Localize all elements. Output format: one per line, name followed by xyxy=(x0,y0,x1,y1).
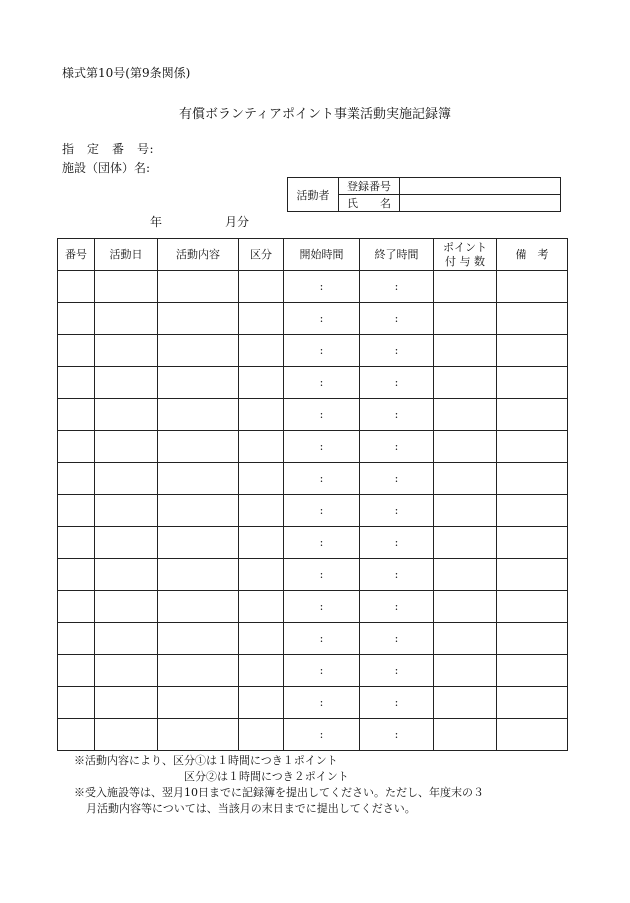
cell-category[interactable] xyxy=(239,303,284,335)
col-header-remarks: 備 考 xyxy=(497,239,568,271)
name-label: 氏 名 xyxy=(339,195,400,212)
cell-number[interactable] xyxy=(58,335,95,367)
cell-points[interactable] xyxy=(434,591,497,623)
cell-end-time[interactable] xyxy=(360,655,434,687)
note-category-points: ※活動内容により、区分①は１時間につき１ポイント xyxy=(74,754,338,767)
cell-category[interactable] xyxy=(239,559,284,591)
table-row xyxy=(58,367,568,399)
cell-remarks[interactable] xyxy=(497,495,568,527)
cell-category[interactable] xyxy=(239,335,284,367)
cell-start-time[interactable] xyxy=(284,271,360,303)
cell-start-time[interactable] xyxy=(284,687,360,719)
cell-points[interactable] xyxy=(434,399,497,431)
time-separator: : xyxy=(319,536,324,549)
cell-points[interactable] xyxy=(434,463,497,495)
cell-start-time[interactable] xyxy=(284,431,360,463)
table-row xyxy=(58,623,568,655)
cell-remarks[interactable] xyxy=(497,559,568,591)
cell-remarks[interactable] xyxy=(497,399,568,431)
activist-info-table xyxy=(287,177,561,212)
cell-activity-date[interactable] xyxy=(95,335,158,367)
time-separator: : xyxy=(394,376,399,389)
cell-category[interactable] xyxy=(239,399,284,431)
time-separator: : xyxy=(319,504,324,517)
cell-category[interactable] xyxy=(239,719,284,751)
cell-start-time[interactable] xyxy=(284,719,360,751)
cell-start-time[interactable] xyxy=(284,335,360,367)
col-header-activity-date: 活動日 xyxy=(95,239,158,271)
cell-start-time[interactable] xyxy=(284,527,360,559)
col-header-number: 番号 xyxy=(58,239,95,271)
cell-start-time[interactable] xyxy=(284,559,360,591)
cell-start-time[interactable] xyxy=(284,463,360,495)
cell-start-time[interactable] xyxy=(284,495,360,527)
cell-remarks[interactable] xyxy=(497,431,568,463)
cell-activity-content[interactable] xyxy=(158,559,239,591)
cell-activity-content[interactable] xyxy=(158,303,239,335)
cell-activity-content[interactable] xyxy=(158,687,239,719)
cell-remarks[interactable] xyxy=(497,591,568,623)
cell-activity-content[interactable] xyxy=(158,335,239,367)
cell-remarks[interactable] xyxy=(497,527,568,559)
activity-log-table xyxy=(57,238,568,751)
cell-end-time[interactable] xyxy=(360,495,434,527)
cell-activity-content[interactable] xyxy=(158,623,239,655)
time-separator: : xyxy=(394,504,399,517)
time-separator: : xyxy=(319,568,324,581)
cell-points[interactable] xyxy=(434,719,497,751)
col-header-category: 区分 xyxy=(239,239,284,271)
cell-number[interactable] xyxy=(58,623,95,655)
cell-points[interactable] xyxy=(434,335,497,367)
table-row xyxy=(58,303,568,335)
col-header-start-time: 開始時間 xyxy=(284,239,360,271)
cell-activity-date[interactable] xyxy=(95,655,158,687)
cell-category[interactable] xyxy=(239,623,284,655)
cell-points[interactable] xyxy=(434,303,497,335)
table-row xyxy=(58,463,568,495)
time-separator: : xyxy=(319,344,324,357)
table-row xyxy=(58,335,568,367)
cell-activity-content[interactable] xyxy=(158,271,239,303)
cell-remarks[interactable] xyxy=(497,719,568,751)
cell-activity-content[interactable] xyxy=(158,367,239,399)
cell-activity-content[interactable] xyxy=(158,527,239,559)
registration-number-field[interactable] xyxy=(400,178,561,195)
points-header-line1: ポイント xyxy=(443,240,487,254)
cell-start-time[interactable] xyxy=(284,655,360,687)
note-category-points-2: 区分②は１時間につき２ポイント xyxy=(184,770,349,783)
cell-activity-date[interactable] xyxy=(95,687,158,719)
cell-activity-content[interactable] xyxy=(158,719,239,751)
cell-number[interactable] xyxy=(58,527,95,559)
time-separator: : xyxy=(319,280,324,293)
col-header-end-time: 終了時間 xyxy=(360,239,434,271)
time-separator: : xyxy=(319,376,324,389)
cell-end-time[interactable] xyxy=(360,527,434,559)
cell-start-time[interactable] xyxy=(284,591,360,623)
time-separator: : xyxy=(394,536,399,549)
time-separator: : xyxy=(319,408,324,421)
time-separator: : xyxy=(394,664,399,677)
cell-end-time[interactable] xyxy=(360,623,434,655)
cell-category[interactable] xyxy=(239,687,284,719)
cell-end-time[interactable] xyxy=(360,303,434,335)
table-row xyxy=(58,495,568,527)
form-number: 様式第10号(第9条関係) xyxy=(62,66,191,80)
cell-activity-date[interactable] xyxy=(95,527,158,559)
cell-points[interactable] xyxy=(434,559,497,591)
cell-remarks[interactable] xyxy=(497,335,568,367)
cell-activity-date[interactable] xyxy=(95,719,158,751)
time-separator: : xyxy=(319,440,324,453)
cell-end-time[interactable] xyxy=(360,271,434,303)
cell-activity-date[interactable] xyxy=(95,623,158,655)
designation-number-label: 指 定 番 号: xyxy=(62,142,155,156)
cell-end-time[interactable] xyxy=(360,591,434,623)
cell-category[interactable] xyxy=(239,463,284,495)
page-title: 有償ボランティアポイント事業活動実施記録簿 xyxy=(179,107,451,122)
cell-category[interactable] xyxy=(239,527,284,559)
col-header-points xyxy=(434,239,497,271)
cell-end-time[interactable] xyxy=(360,399,434,431)
cell-start-time[interactable] xyxy=(284,623,360,655)
cell-number[interactable] xyxy=(58,303,95,335)
table-row xyxy=(58,431,568,463)
cell-activity-date[interactable] xyxy=(95,303,158,335)
name-field[interactable] xyxy=(400,195,561,212)
note-submission-deadline: ※受入施設等は、翌月10日までに記録簿を提出してください。ただし、年度末の３ xyxy=(74,786,484,799)
registration-number-label: 登録番号 xyxy=(339,178,400,195)
time-separator: : xyxy=(394,728,399,741)
time-separator: : xyxy=(394,408,399,421)
cell-remarks[interactable] xyxy=(497,687,568,719)
cell-points[interactable] xyxy=(434,431,497,463)
cell-end-time[interactable] xyxy=(360,463,434,495)
cell-activity-date[interactable] xyxy=(95,271,158,303)
log-header-row xyxy=(58,239,568,271)
cell-remarks[interactable] xyxy=(497,655,568,687)
col-header-activity-content: 活動内容 xyxy=(158,239,239,271)
activist-role-label: 活動者 xyxy=(288,178,339,212)
time-separator: : xyxy=(319,664,324,677)
cell-activity-date[interactable] xyxy=(95,399,158,431)
time-separator: : xyxy=(319,632,324,645)
time-separator: : xyxy=(319,696,324,709)
cell-category[interactable] xyxy=(239,591,284,623)
cell-category[interactable] xyxy=(239,271,284,303)
time-separator: : xyxy=(394,632,399,645)
table-row xyxy=(58,559,568,591)
cell-remarks[interactable] xyxy=(497,463,568,495)
cell-remarks[interactable] xyxy=(497,303,568,335)
cell-activity-date[interactable] xyxy=(95,559,158,591)
time-separator: : xyxy=(394,600,399,613)
cell-number[interactable] xyxy=(58,655,95,687)
cell-number[interactable] xyxy=(58,399,95,431)
time-separator: : xyxy=(394,568,399,581)
cell-number[interactable] xyxy=(58,271,95,303)
time-separator: : xyxy=(319,312,324,325)
cell-end-time[interactable] xyxy=(360,559,434,591)
cell-number[interactable] xyxy=(58,463,95,495)
points-header-line2: 付 与 数 xyxy=(445,254,485,268)
cell-number[interactable] xyxy=(58,495,95,527)
cell-activity-content[interactable] xyxy=(158,591,239,623)
cell-number[interactable] xyxy=(58,591,95,623)
cell-remarks[interactable] xyxy=(497,623,568,655)
cell-category[interactable] xyxy=(239,431,284,463)
cell-points[interactable] xyxy=(434,271,497,303)
time-separator: : xyxy=(319,472,324,485)
cell-activity-date[interactable] xyxy=(95,495,158,527)
month-label: 月分 xyxy=(225,215,250,229)
table-row xyxy=(58,591,568,623)
time-separator: : xyxy=(319,600,324,613)
cell-end-time[interactable] xyxy=(360,687,434,719)
cell-activity-date[interactable] xyxy=(95,591,158,623)
cell-category[interactable] xyxy=(239,367,284,399)
cell-start-time[interactable] xyxy=(284,367,360,399)
time-separator: : xyxy=(394,440,399,453)
cell-end-time[interactable] xyxy=(360,431,434,463)
table-row xyxy=(58,527,568,559)
cell-start-time[interactable] xyxy=(284,303,360,335)
table-row xyxy=(58,719,568,751)
cell-activity-date[interactable] xyxy=(95,431,158,463)
time-separator: : xyxy=(394,344,399,357)
cell-activity-date[interactable] xyxy=(95,367,158,399)
facility-name-label: 施設（団体）名: xyxy=(62,161,151,175)
time-separator: : xyxy=(394,472,399,485)
cell-activity-content[interactable] xyxy=(158,463,239,495)
cell-category[interactable] xyxy=(239,495,284,527)
time-separator: : xyxy=(319,728,324,741)
cell-category[interactable] xyxy=(239,655,284,687)
year-label: 年 xyxy=(150,215,163,229)
table-row xyxy=(58,399,568,431)
time-separator: : xyxy=(394,280,399,293)
cell-remarks[interactable] xyxy=(497,367,568,399)
cell-number[interactable] xyxy=(58,559,95,591)
cell-points[interactable] xyxy=(434,655,497,687)
cell-activity-content[interactable] xyxy=(158,495,239,527)
cell-activity-content[interactable] xyxy=(158,431,239,463)
cell-number[interactable] xyxy=(58,431,95,463)
table-row xyxy=(58,655,568,687)
cell-end-time[interactable] xyxy=(360,367,434,399)
cell-activity-date[interactable] xyxy=(95,463,158,495)
cell-points[interactable] xyxy=(434,623,497,655)
cell-points[interactable] xyxy=(434,367,497,399)
table-row xyxy=(58,271,568,303)
table-row xyxy=(58,687,568,719)
time-separator: : xyxy=(394,696,399,709)
cell-points[interactable] xyxy=(434,687,497,719)
cell-start-time[interactable] xyxy=(284,399,360,431)
cell-remarks[interactable] xyxy=(497,271,568,303)
cell-end-time[interactable] xyxy=(360,719,434,751)
cell-points[interactable] xyxy=(434,495,497,527)
cell-activity-content[interactable] xyxy=(158,399,239,431)
cell-activity-content[interactable] xyxy=(158,655,239,687)
cell-number[interactable] xyxy=(58,719,95,751)
cell-points[interactable] xyxy=(434,527,497,559)
cell-number[interactable] xyxy=(58,687,95,719)
cell-end-time[interactable] xyxy=(360,335,434,367)
time-separator: : xyxy=(394,312,399,325)
cell-number[interactable] xyxy=(58,367,95,399)
note-submission-deadline-2: 月活動内容等については、当該月の末日までに提出してください。 xyxy=(86,802,416,815)
